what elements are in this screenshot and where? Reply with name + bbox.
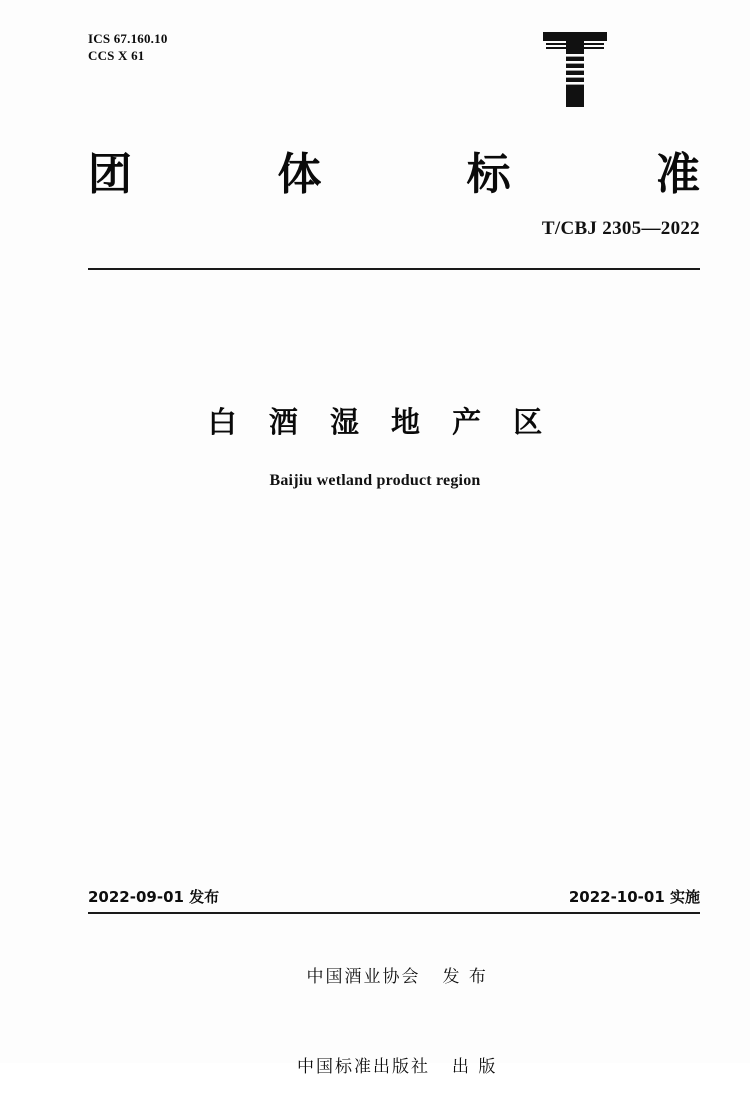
classification-codes (88, 30, 168, 64)
publisher-action: 发 布 (442, 967, 488, 987)
series-title-char-2: 标 (466, 149, 511, 200)
publisher-row (0, 932, 750, 1022)
standard-number: T/CBJ 2305—2022 (541, 218, 700, 239)
ics-code: ICS 67.160.10 (88, 31, 168, 46)
document-title-en: Baijiu wetland product region (269, 472, 481, 489)
series-title (88, 138, 700, 202)
publisher-action: 出 版 (452, 1057, 498, 1077)
publisher-row (0, 1022, 750, 1112)
series-title-char-0: 团 (88, 149, 132, 200)
issue-date: 2022-09-01 发布 (88, 888, 220, 906)
publisher-name: 中国酒业协会 (306, 967, 421, 987)
publisher-name: 中国标准出版社 (297, 1057, 431, 1077)
series-title-char-3: 准 (655, 149, 700, 200)
header-divider (88, 268, 700, 270)
implementation-date: 2022-10-01 实施 (568, 888, 700, 906)
document-title-cn: 白 酒 湿 地 产 区 (207, 405, 554, 439)
footer-divider (88, 912, 700, 914)
series-title-char-1: 体 (277, 149, 322, 200)
ccs-code: CCS X 61 (88, 48, 145, 63)
publisher-block (0, 932, 750, 1112)
t-mark-logo-icon (540, 28, 610, 110)
date-row (88, 886, 700, 907)
